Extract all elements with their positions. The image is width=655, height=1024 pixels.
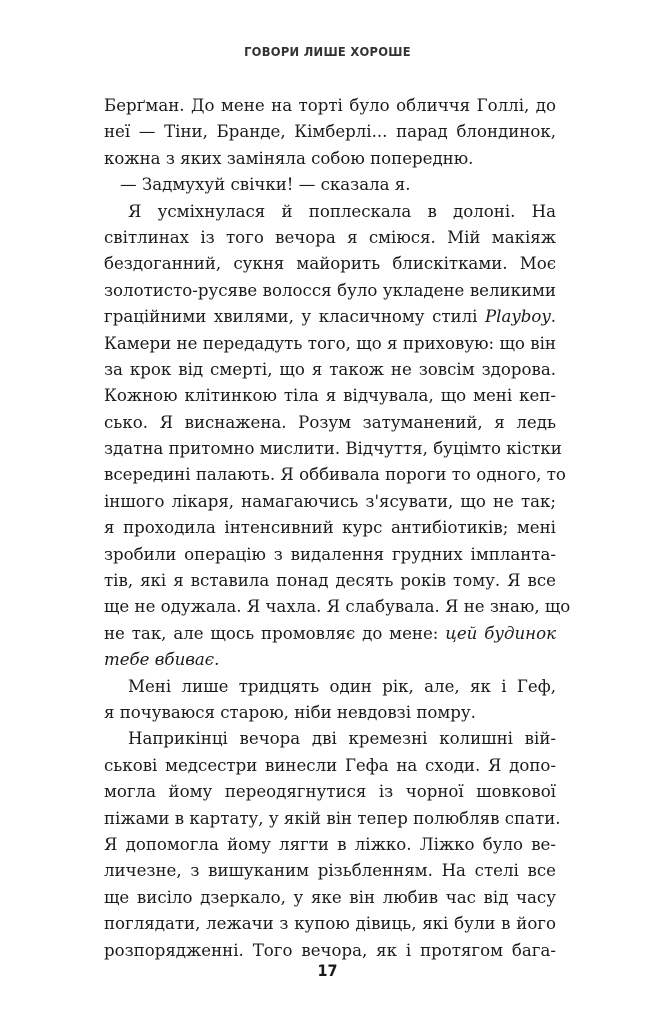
text-line: тів, які я вставила понад десять років тому. Я все [104, 571, 556, 591]
text-line: Камери не передадуть того, що я приховую: що він [104, 333, 556, 353]
text-line: граційними хвилями, у класичному стилі Playboy. [104, 307, 556, 327]
text-line: я почуваюся старою, ніби невдовзі помру. [104, 702, 476, 722]
text-line: світлинах із того вечора я сміюся. Мій макіяж [104, 227, 556, 247]
text-line: піжами в картату, у якій він тепер полюбляв спати. [104, 808, 561, 828]
text-line: здатна притомно мислити. Відчуття, буцімто кістки [104, 439, 562, 459]
text-line: личезне, з вишуканим різьбленням. На стелі все [104, 861, 556, 881]
running-head: ГОВОРИ ЛИШЕ ХОРОШЕ [244, 44, 411, 59]
text-line: розпорядженні. Того вечора, як і протягом бага- [104, 940, 556, 960]
text-line: сько. Я виснажена. Розум затуманений, я ледь [104, 412, 556, 432]
text-line: не так, але щось промовляє до мене: цей будинок [104, 623, 556, 643]
page-number: 17 [317, 961, 338, 980]
text-line: ще висіло дзеркало, у яке він любив час від часу [104, 887, 556, 907]
text-line: кожна з яких заміняла собою попередню. [104, 148, 474, 168]
text-line: неї — Тіни, Бранде, Кімберлі... парад блондинок, [104, 122, 556, 142]
text-line: я проходила інтенсивний курс антибіотиків; мені [104, 518, 556, 538]
text-line: Мені лише тридцять один рік, але, як і Геф, [128, 676, 556, 696]
text-line: золотисто-русяве волосся було укладене великими [104, 280, 556, 300]
text-line: Наприкінці вечора дві кремезні колишні вій- [128, 729, 556, 749]
text-line: тебе вбиває. [104, 650, 220, 670]
text-line: Я допомогла йому лягти в ліжко. Ліжко було ве- [104, 834, 556, 854]
text-line: могла йому переодягнутися із чорної шовкової [104, 782, 556, 802]
text-line: зробили операцію з видалення грудних імплантa- [104, 544, 556, 564]
text-line: за крок від смерті, що я також не зовсім здорова. [104, 359, 556, 379]
text-line: ще не одужала. Я чахла. Я слабувала. Я не знаю, що [104, 597, 571, 617]
text-line: всередині палають. Я оббивала пороги то одного, то [104, 465, 566, 485]
text-line: — Задмухуй свічки! — сказала я. [120, 175, 411, 195]
text-line: Кожною клітинкою тіла я відчувала, що мені кеп- [104, 386, 556, 406]
text-line: поглядати, лежачи з купою дівиць, які були в його [104, 914, 556, 934]
text-line: бездоганний, сукня майорить блискітками. Моє [104, 254, 556, 274]
text-line: іншого лікаря, намагаючись з'ясувати, що не так; [104, 491, 556, 511]
text-line: Я усміхнулася й поплескала в долоні. На [128, 201, 556, 221]
text-line: Берґман. До мене на торті було обличчя Голлі, до [104, 96, 556, 115]
body-text [104, 93, 571, 964]
text-line: ськові медсестри винесли Гефа на сходи. Я допо- [104, 755, 556, 775]
